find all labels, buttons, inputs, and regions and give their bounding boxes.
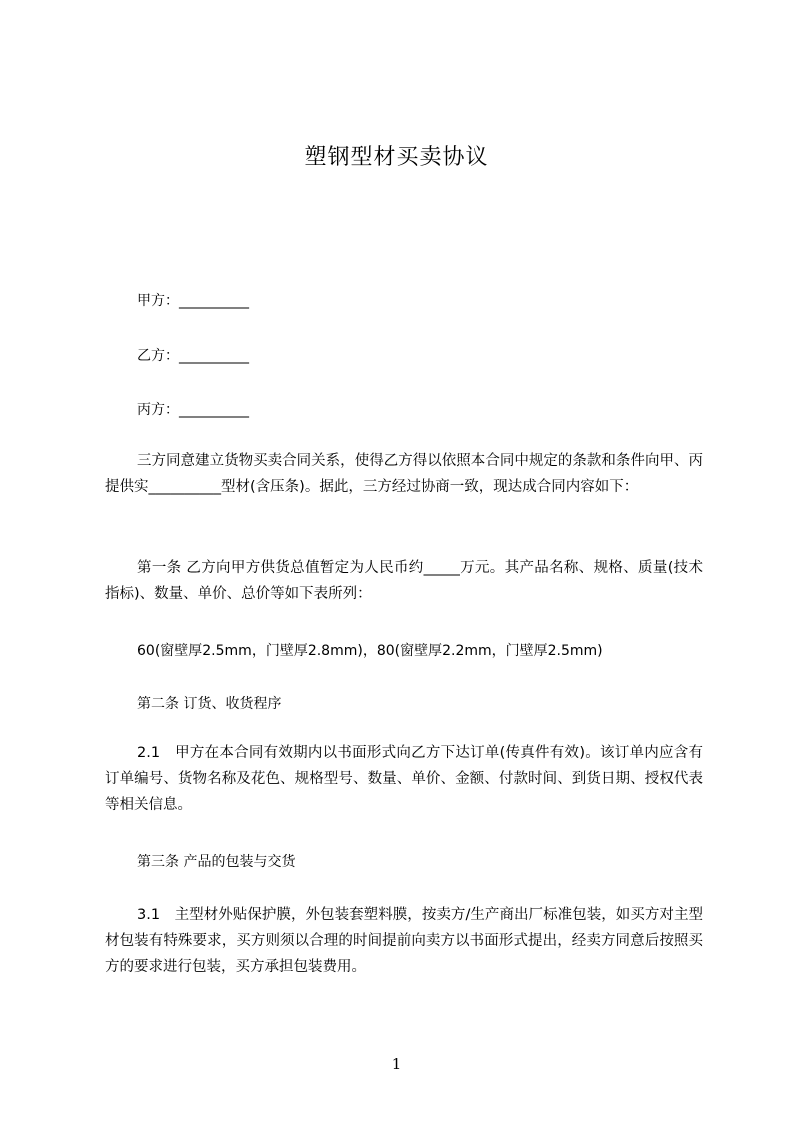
article-2-heading: 第二条 订货、收货程序 — [137, 696, 282, 712]
party-c-line: 丙方：__________ — [137, 402, 249, 418]
article-3-heading: 第三条 产品的包装与交货 — [137, 854, 296, 870]
page-number: 1 — [391, 1055, 402, 1073]
party-b-line: 乙方：__________ — [137, 348, 249, 364]
spec-line: 60(窗壁厚2.5mm，门壁厚2.8mm)，80(窗壁厚2.2mm，门壁厚2.5mm) — [137, 643, 603, 659]
clause-2-1-paragraph: 2.1 甲方在本合同有效期内以书面形式向乙方下达订单(传真件有效)。该订单内应含有订单编号、货物名称及花色、规格型号、数量、单价、金额、付款时间、到货日期、授权代表等相关信息。 — [105, 745, 703, 813]
article-1-paragraph: 第一条 乙方向甲方供货总值暂定为人民币约_____万元。其产品名称、规格、质量(技术指标)、数量、单价、总价等如下表所列： — [105, 560, 703, 602]
intro-paragraph: 三方同意建立货物买卖合同关系，使得乙方得以依照本合同中规定的条款和条件向甲、丙提供实__________型材(含压条)。据此，三方经过协商一致，现达成合同内容如下： — [105, 453, 703, 495]
clause-3-1-paragraph: 3.1 主型材外贴保护膜，外包装套塑料膜，按卖方/生产商出厂标准包装，如买方对主型材包装有特殊要求，买方则须以合理的时间提前向卖方以书面形式提出，经卖方同意后按照买方的要求进行包装，买方承担包装费用。 — [105, 907, 703, 975]
document-title: 塑钢型材买卖协议 — [304, 145, 489, 170]
party-a-line: 甲方：__________ — [137, 293, 249, 309]
